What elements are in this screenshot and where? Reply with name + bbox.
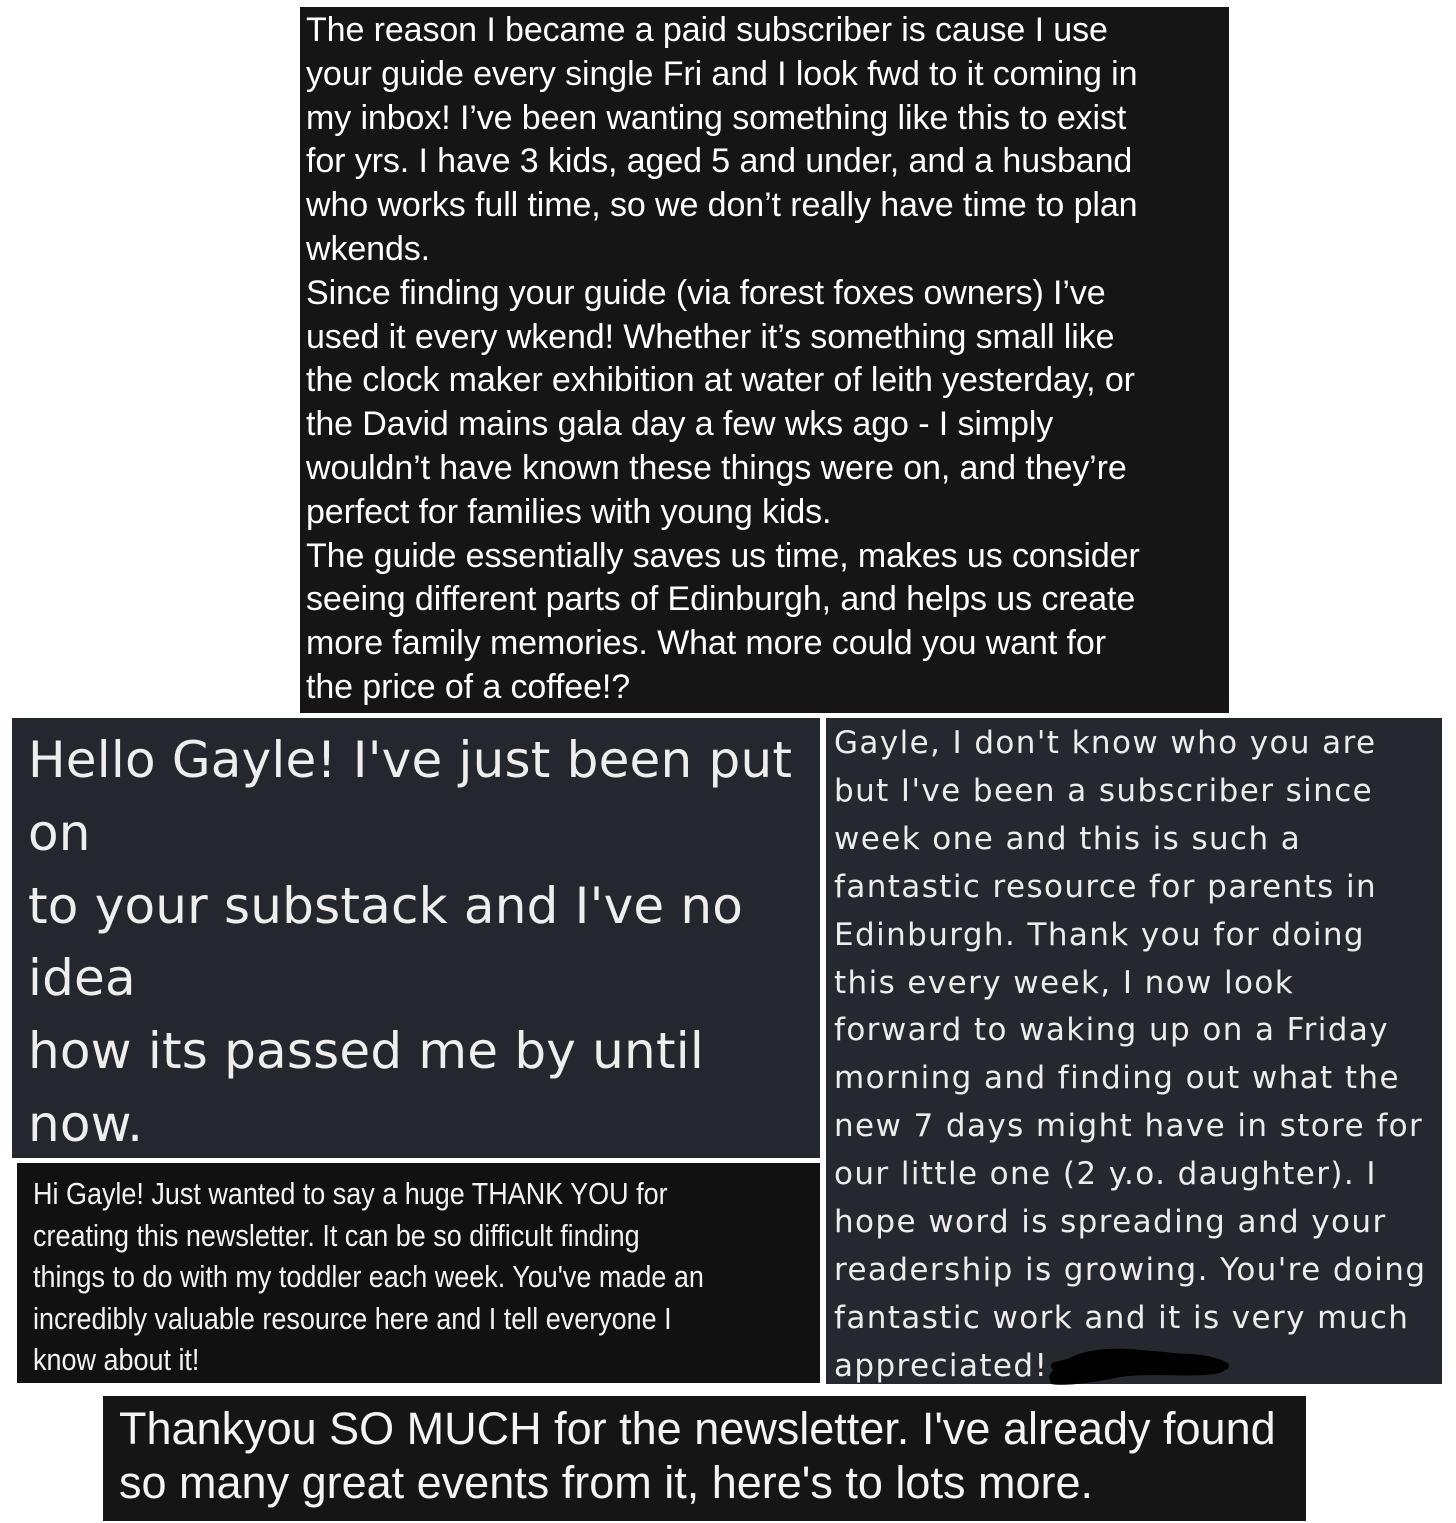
testimonial-card-bottom xyxy=(103,1396,1306,1521)
redaction-scribble xyxy=(1045,1336,1230,1388)
testimonial-card-top xyxy=(300,7,1229,713)
testimonial-text-bottom: Thankyou SO MUCH for the newsletter. I've already found so many great events from it, here's to lots more. xyxy=(119,1403,1276,1508)
testimonial-card-right xyxy=(826,718,1442,1384)
testimonial-text-small-left: Hi Gayle! Just wanted to say a huge THANK YOU for creating this newsletter. It can be so difficult finding things to do with my toddler each week. You've made an incredibly valuable resource here and I tell everyone I know about it! xyxy=(33,1176,704,1377)
testimonial-text-top: The reason I became a paid subscriber is cause I use your guide every single Fri and I look fwd to it coming in my inbox! I’ve been wanting something like this to exist for yrs. I have 3 kids, aged 5 and under, and a husband who works full time, so we don’t really have time to plan wkends. Since finding your guide (via forest foxes owners) I’ve used it every wkend! Whether it’s something small like the clock maker exhibition at water of leith yesterday, or the David mains gala day a few wks ago - I simply wouldn’t have known these things were on, and they’re perfect for families with young kids. The guide essentially saves us time, makes us consider seeing different parts of Edinburgh, and helps us create more family memories. What more could you want for the price of a coffee!? xyxy=(306,11,1140,706)
testimonial-card-middle-left xyxy=(12,718,820,1158)
testimonial-card-small-left xyxy=(17,1163,820,1383)
testimonial-text-right: Gayle, I don't know who you are but I've been a subscriber since week one and this is such a fantastic resource for parents in Edinburgh. Thank you for doing this every week, I now look forward to waking up on a Friday morning and finding out what the new 7 days might have in store for our little one (2 y.o. daughter). I hope word is spreading and your readership is growing. You're doing fantastic work and it is very much appreciated! xyxy=(834,725,1427,1384)
testimonial-text-middle-left: Hello Gayle! I've just been put on to your substack and I've no idea how its passed me by until now. xyxy=(28,731,793,1153)
